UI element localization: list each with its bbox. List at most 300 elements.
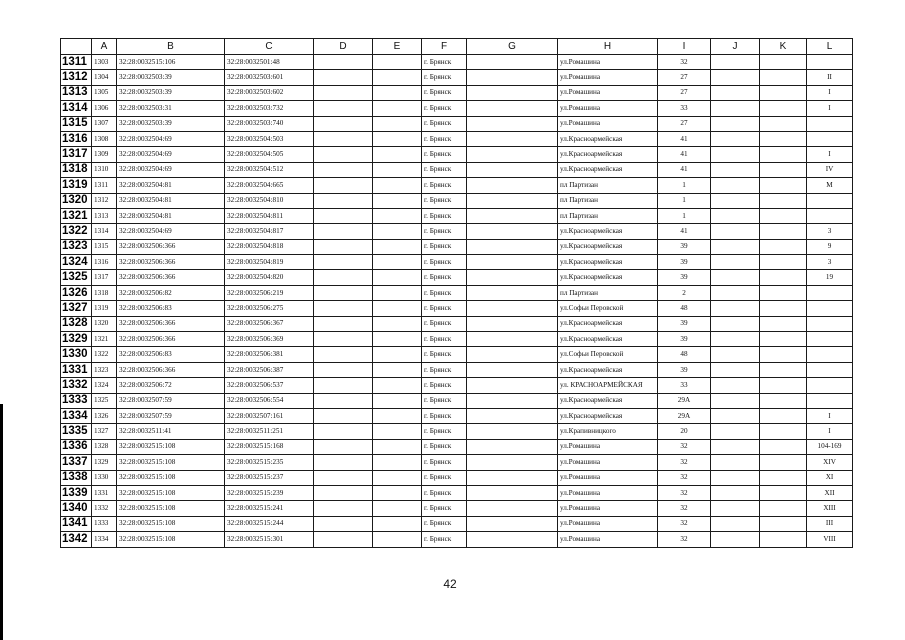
cell-f[interactable]: г. Брянск: [422, 485, 467, 500]
column-header-k[interactable]: K: [760, 39, 807, 55]
cell-i[interactable]: 39: [658, 239, 711, 254]
cell-i[interactable]: 41: [658, 131, 711, 146]
cell-g[interactable]: [467, 285, 558, 300]
cell-i[interactable]: 32: [658, 470, 711, 485]
cell-c[interactable]: 32:28:0032504:811: [225, 208, 314, 223]
cell-c[interactable]: 32:28:0032507:161: [225, 408, 314, 423]
cell-k[interactable]: [760, 70, 807, 85]
cell-d[interactable]: [314, 193, 373, 208]
row-number-cell[interactable]: 1326: [61, 285, 92, 300]
cell-i[interactable]: 39: [658, 332, 711, 347]
cell-g[interactable]: [467, 470, 558, 485]
cell-c[interactable]: 32:28:0032506:554: [225, 393, 314, 408]
cell-a[interactable]: 1320: [92, 316, 117, 331]
cell-j[interactable]: [711, 532, 760, 547]
cell-i[interactable]: 32: [658, 516, 711, 531]
cell-k[interactable]: [760, 455, 807, 470]
cell-l[interactable]: 104-169: [807, 439, 853, 454]
row-number-cell[interactable]: 1316: [61, 131, 92, 146]
cell-i[interactable]: 1: [658, 178, 711, 193]
column-header-a[interactable]: A: [92, 39, 117, 55]
cell-c[interactable]: 32:28:0032504:810: [225, 193, 314, 208]
cell-k[interactable]: [760, 532, 807, 547]
cell-e[interactable]: [373, 439, 422, 454]
cell-k[interactable]: [760, 501, 807, 516]
cell-k[interactable]: [760, 439, 807, 454]
cell-g[interactable]: [467, 301, 558, 316]
cell-c[interactable]: 32:28:0032504:819: [225, 255, 314, 270]
cell-l[interactable]: 3: [807, 224, 853, 239]
cell-k[interactable]: [760, 408, 807, 423]
cell-h[interactable]: ул.Ромашина: [558, 55, 658, 70]
cell-j[interactable]: [711, 116, 760, 131]
cell-c[interactable]: 32:28:0032503:740: [225, 116, 314, 131]
cell-b[interactable]: 32:28:0032506:366: [117, 362, 225, 377]
cell-g[interactable]: [467, 347, 558, 362]
cell-c[interactable]: 32:28:0032504:665: [225, 178, 314, 193]
cell-f[interactable]: г. Брянск: [422, 347, 467, 362]
cell-k[interactable]: [760, 147, 807, 162]
cell-j[interactable]: [711, 301, 760, 316]
cell-k[interactable]: [760, 162, 807, 177]
cell-f[interactable]: г. Брянск: [422, 332, 467, 347]
cell-c[interactable]: 32:28:0032504:503: [225, 131, 314, 146]
cell-d[interactable]: [314, 162, 373, 177]
cell-h[interactable]: ул.Ромашина: [558, 470, 658, 485]
cell-a[interactable]: 1329: [92, 455, 117, 470]
cell-d[interactable]: [314, 147, 373, 162]
row-number-cell[interactable]: 1340: [61, 501, 92, 516]
cell-b[interactable]: 32:28:0032506:366: [117, 239, 225, 254]
cell-k[interactable]: [760, 332, 807, 347]
cell-f[interactable]: г. Брянск: [422, 378, 467, 393]
row-number-cell[interactable]: 1337: [61, 455, 92, 470]
row-number-cell[interactable]: 1317: [61, 147, 92, 162]
row-number-cell[interactable]: 1324: [61, 255, 92, 270]
row-number-cell[interactable]: 1328: [61, 316, 92, 331]
cell-e[interactable]: [373, 224, 422, 239]
cell-f[interactable]: г. Брянск: [422, 408, 467, 423]
cell-e[interactable]: [373, 408, 422, 423]
cell-d[interactable]: [314, 255, 373, 270]
cell-b[interactable]: 32:28:0032503:39: [117, 116, 225, 131]
cell-l[interactable]: XI: [807, 470, 853, 485]
cell-e[interactable]: [373, 516, 422, 531]
cell-g[interactable]: [467, 70, 558, 85]
cell-d[interactable]: [314, 439, 373, 454]
cell-h[interactable]: ул.Ромашина: [558, 485, 658, 500]
cell-f[interactable]: г. Брянск: [422, 270, 467, 285]
column-header-l[interactable]: L: [807, 39, 853, 55]
column-header-e[interactable]: E: [373, 39, 422, 55]
cell-b[interactable]: 32:28:0032515:108: [117, 455, 225, 470]
cell-d[interactable]: [314, 316, 373, 331]
cell-f[interactable]: г. Брянск: [422, 470, 467, 485]
cell-f[interactable]: г. Брянск: [422, 424, 467, 439]
cell-a[interactable]: 1318: [92, 285, 117, 300]
cell-b[interactable]: 32:28:0032515:108: [117, 501, 225, 516]
cell-b[interactable]: 32:28:0032503:39: [117, 70, 225, 85]
cell-h[interactable]: ул.Красноармейская: [558, 408, 658, 423]
cell-e[interactable]: [373, 393, 422, 408]
cell-e[interactable]: [373, 101, 422, 116]
cell-e[interactable]: [373, 147, 422, 162]
row-number-cell[interactable]: 1332: [61, 378, 92, 393]
cell-j[interactable]: [711, 424, 760, 439]
cell-k[interactable]: [760, 393, 807, 408]
cell-a[interactable]: 1330: [92, 470, 117, 485]
cell-c[interactable]: 32:28:0032504:512: [225, 162, 314, 177]
cell-d[interactable]: [314, 301, 373, 316]
cell-h[interactable]: ул.Красноармейская: [558, 224, 658, 239]
cell-l[interactable]: [807, 393, 853, 408]
cell-b[interactable]: 32:28:0032506:83: [117, 347, 225, 362]
cell-h[interactable]: ул.Ромашина: [558, 439, 658, 454]
cell-h[interactable]: ул.Ромашина: [558, 516, 658, 531]
cell-k[interactable]: [760, 131, 807, 146]
cell-c[interactable]: 32:28:0032515:237: [225, 470, 314, 485]
cell-i[interactable]: 32: [658, 485, 711, 500]
cell-f[interactable]: г. Брянск: [422, 255, 467, 270]
cell-g[interactable]: [467, 193, 558, 208]
cell-b[interactable]: 32:28:0032504:69: [117, 224, 225, 239]
column-header-i[interactable]: I: [658, 39, 711, 55]
column-header-b[interactable]: B: [117, 39, 225, 55]
cell-c[interactable]: 32:28:0032504:505: [225, 147, 314, 162]
cell-f[interactable]: г. Брянск: [422, 393, 467, 408]
cell-b[interactable]: 32:28:0032515:108: [117, 439, 225, 454]
cell-a[interactable]: 1316: [92, 255, 117, 270]
cell-a[interactable]: 1328: [92, 439, 117, 454]
cell-d[interactable]: [314, 532, 373, 547]
row-number-cell[interactable]: 1315: [61, 116, 92, 131]
cell-d[interactable]: [314, 85, 373, 100]
cell-l[interactable]: I: [807, 424, 853, 439]
cell-f[interactable]: г. Брянск: [422, 193, 467, 208]
cell-e[interactable]: [373, 255, 422, 270]
cell-d[interactable]: [314, 455, 373, 470]
cell-i[interactable]: 32: [658, 439, 711, 454]
cell-d[interactable]: [314, 101, 373, 116]
row-number-cell[interactable]: 1338: [61, 470, 92, 485]
cell-f[interactable]: г. Брянск: [422, 362, 467, 377]
cell-h[interactable]: ул.Ромашина: [558, 501, 658, 516]
cell-i[interactable]: 41: [658, 162, 711, 177]
cell-d[interactable]: [314, 501, 373, 516]
row-number-cell[interactable]: 1335: [61, 424, 92, 439]
cell-l[interactable]: XII: [807, 485, 853, 500]
cell-f[interactable]: г. Брянск: [422, 239, 467, 254]
cell-g[interactable]: [467, 131, 558, 146]
cell-c[interactable]: 32:28:0032503:601: [225, 70, 314, 85]
cell-i[interactable]: 32: [658, 501, 711, 516]
cell-i[interactable]: 33: [658, 378, 711, 393]
cell-l[interactable]: [807, 316, 853, 331]
cell-a[interactable]: 1319: [92, 301, 117, 316]
cell-k[interactable]: [760, 316, 807, 331]
cell-h[interactable]: ул.Красноармейская: [558, 362, 658, 377]
cell-d[interactable]: [314, 332, 373, 347]
cell-l[interactable]: 9: [807, 239, 853, 254]
cell-i[interactable]: 39: [658, 255, 711, 270]
row-number-cell[interactable]: 1311: [61, 55, 92, 70]
cell-d[interactable]: [314, 224, 373, 239]
cell-c[interactable]: 32:28:0032506:369: [225, 332, 314, 347]
cell-i[interactable]: 39: [658, 316, 711, 331]
cell-a[interactable]: 1331: [92, 485, 117, 500]
cell-b[interactable]: 32:28:0032504:81: [117, 208, 225, 223]
cell-d[interactable]: [314, 408, 373, 423]
cell-l[interactable]: [807, 208, 853, 223]
row-number-cell[interactable]: 1339: [61, 485, 92, 500]
cell-c[interactable]: 32:28:0032515:239: [225, 485, 314, 500]
cell-c[interactable]: 32:28:0032503:602: [225, 85, 314, 100]
cell-a[interactable]: 1325: [92, 393, 117, 408]
cell-i[interactable]: 41: [658, 224, 711, 239]
cell-e[interactable]: [373, 162, 422, 177]
cell-f[interactable]: г. Брянск: [422, 501, 467, 516]
cell-l[interactable]: VIII: [807, 532, 853, 547]
cell-b[interactable]: 32:28:0032507:59: [117, 408, 225, 423]
cell-a[interactable]: 1332: [92, 501, 117, 516]
cell-c[interactable]: 32:28:0032506:219: [225, 285, 314, 300]
cell-i[interactable]: 39: [658, 270, 711, 285]
cell-g[interactable]: [467, 147, 558, 162]
column-header-j[interactable]: J: [711, 39, 760, 55]
cell-l[interactable]: I: [807, 101, 853, 116]
cell-i[interactable]: 27: [658, 116, 711, 131]
cell-h[interactable]: ул.Красноармейская: [558, 131, 658, 146]
cell-a[interactable]: 1317: [92, 270, 117, 285]
cell-j[interactable]: [711, 224, 760, 239]
cell-f[interactable]: г. Брянск: [422, 162, 467, 177]
cell-e[interactable]: [373, 208, 422, 223]
cell-h[interactable]: ул.Ромашина: [558, 532, 658, 547]
cell-f[interactable]: г. Брянск: [422, 70, 467, 85]
cell-a[interactable]: 1327: [92, 424, 117, 439]
cell-l[interactable]: XIII: [807, 501, 853, 516]
cell-h[interactable]: пл Партизан: [558, 285, 658, 300]
row-number-cell[interactable]: 1312: [61, 70, 92, 85]
cell-d[interactable]: [314, 516, 373, 531]
cell-c[interactable]: 32:28:0032506:537: [225, 378, 314, 393]
cell-j[interactable]: [711, 270, 760, 285]
cell-f[interactable]: г. Брянск: [422, 85, 467, 100]
cell-k[interactable]: [760, 516, 807, 531]
cell-b[interactable]: 32:28:0032506:366: [117, 316, 225, 331]
cell-i[interactable]: 39: [658, 362, 711, 377]
cell-c[interactable]: 32:28:0032503:732: [225, 101, 314, 116]
cell-i[interactable]: 1: [658, 208, 711, 223]
cell-d[interactable]: [314, 485, 373, 500]
cell-e[interactable]: [373, 131, 422, 146]
cell-e[interactable]: [373, 270, 422, 285]
cell-g[interactable]: [467, 408, 558, 423]
cell-g[interactable]: [467, 270, 558, 285]
cell-k[interactable]: [760, 224, 807, 239]
cell-i[interactable]: 20: [658, 424, 711, 439]
cell-f[interactable]: г. Брянск: [422, 55, 467, 70]
cell-b[interactable]: 32:28:0032506:83: [117, 301, 225, 316]
cell-a[interactable]: 1306: [92, 101, 117, 116]
cell-e[interactable]: [373, 301, 422, 316]
cell-a[interactable]: 1334: [92, 532, 117, 547]
cell-f[interactable]: г. Брянск: [422, 316, 467, 331]
cell-l[interactable]: [807, 301, 853, 316]
row-number-cell[interactable]: 1313: [61, 85, 92, 100]
column-header-f[interactable]: F: [422, 39, 467, 55]
column-header-d[interactable]: D: [314, 39, 373, 55]
cell-b[interactable]: 32:28:0032506:72: [117, 378, 225, 393]
cell-e[interactable]: [373, 55, 422, 70]
cell-k[interactable]: [760, 378, 807, 393]
cell-f[interactable]: г. Брянск: [422, 116, 467, 131]
cell-b[interactable]: 32:28:0032506:82: [117, 285, 225, 300]
cell-i[interactable]: 32: [658, 532, 711, 547]
cell-b[interactable]: 32:28:0032511:41: [117, 424, 225, 439]
cell-l[interactable]: [807, 332, 853, 347]
cell-e[interactable]: [373, 239, 422, 254]
cell-f[interactable]: г. Брянск: [422, 516, 467, 531]
cell-b[interactable]: 32:28:0032504:81: [117, 193, 225, 208]
cell-g[interactable]: [467, 532, 558, 547]
cell-l[interactable]: [807, 55, 853, 70]
cell-i[interactable]: 32: [658, 455, 711, 470]
cell-k[interactable]: [760, 116, 807, 131]
cell-g[interactable]: [467, 116, 558, 131]
cell-g[interactable]: [467, 239, 558, 254]
row-number-cell[interactable]: 1318: [61, 162, 92, 177]
cell-a[interactable]: 1309: [92, 147, 117, 162]
cell-i[interactable]: 29А: [658, 393, 711, 408]
cell-j[interactable]: [711, 178, 760, 193]
row-number-cell[interactable]: 1323: [61, 239, 92, 254]
cell-k[interactable]: [760, 85, 807, 100]
column-header-h[interactable]: H: [558, 39, 658, 55]
cell-j[interactable]: [711, 101, 760, 116]
cell-e[interactable]: [373, 501, 422, 516]
row-number-cell[interactable]: 1314: [61, 101, 92, 116]
cell-j[interactable]: [711, 347, 760, 362]
cell-i[interactable]: 41: [658, 147, 711, 162]
cell-j[interactable]: [711, 516, 760, 531]
cell-f[interactable]: г. Брянск: [422, 532, 467, 547]
cell-d[interactable]: [314, 424, 373, 439]
cell-d[interactable]: [314, 131, 373, 146]
cell-i[interactable]: 27: [658, 70, 711, 85]
cell-b[interactable]: 32:28:0032515:106: [117, 55, 225, 70]
cell-d[interactable]: [314, 70, 373, 85]
cell-a[interactable]: 1326: [92, 408, 117, 423]
row-number-cell[interactable]: 1319: [61, 178, 92, 193]
cell-g[interactable]: [467, 378, 558, 393]
cell-c[interactable]: 32:28:0032515:241: [225, 501, 314, 516]
cell-e[interactable]: [373, 85, 422, 100]
cell-a[interactable]: 1314: [92, 224, 117, 239]
cell-c[interactable]: 32:28:0032506:381: [225, 347, 314, 362]
cell-f[interactable]: г. Брянск: [422, 224, 467, 239]
cell-k[interactable]: [760, 239, 807, 254]
cell-j[interactable]: [711, 70, 760, 85]
cell-g[interactable]: [467, 485, 558, 500]
cell-g[interactable]: [467, 224, 558, 239]
cell-l[interactable]: I: [807, 85, 853, 100]
corner-header-cell[interactable]: [61, 39, 92, 55]
cell-g[interactable]: [467, 362, 558, 377]
cell-l[interactable]: [807, 285, 853, 300]
cell-h[interactable]: ул.Красноармейская: [558, 316, 658, 331]
row-number-cell[interactable]: 1322: [61, 224, 92, 239]
cell-j[interactable]: [711, 316, 760, 331]
row-number-cell[interactable]: 1330: [61, 347, 92, 362]
cell-j[interactable]: [711, 455, 760, 470]
cell-j[interactable]: [711, 470, 760, 485]
cell-c[interactable]: 32:28:0032515:244: [225, 516, 314, 531]
cell-j[interactable]: [711, 85, 760, 100]
cell-k[interactable]: [760, 301, 807, 316]
cell-b[interactable]: 32:28:0032504:81: [117, 178, 225, 193]
cell-e[interactable]: [373, 316, 422, 331]
cell-e[interactable]: [373, 116, 422, 131]
cell-e[interactable]: [373, 332, 422, 347]
cell-h[interactable]: ул.Красноармейская: [558, 255, 658, 270]
cell-j[interactable]: [711, 147, 760, 162]
cell-l[interactable]: III: [807, 516, 853, 531]
cell-f[interactable]: г. Брянск: [422, 455, 467, 470]
cell-h[interactable]: ул.Ромашина: [558, 116, 658, 131]
cell-d[interactable]: [314, 208, 373, 223]
cell-a[interactable]: 1312: [92, 193, 117, 208]
cell-k[interactable]: [760, 347, 807, 362]
cell-h[interactable]: пл Партизан: [558, 208, 658, 223]
cell-j[interactable]: [711, 439, 760, 454]
cell-j[interactable]: [711, 408, 760, 423]
cell-d[interactable]: [314, 378, 373, 393]
cell-i[interactable]: 2: [658, 285, 711, 300]
cell-j[interactable]: [711, 162, 760, 177]
cell-c[interactable]: 32:28:0032506:367: [225, 316, 314, 331]
cell-l[interactable]: М: [807, 178, 853, 193]
cell-h[interactable]: ул.Красноармейская: [558, 270, 658, 285]
row-number-cell[interactable]: 1320: [61, 193, 92, 208]
cell-g[interactable]: [467, 439, 558, 454]
cell-j[interactable]: [711, 501, 760, 516]
cell-k[interactable]: [760, 424, 807, 439]
cell-h[interactable]: ул.Красноармейская: [558, 239, 658, 254]
cell-j[interactable]: [711, 239, 760, 254]
cell-e[interactable]: [373, 178, 422, 193]
cell-e[interactable]: [373, 347, 422, 362]
cell-l[interactable]: [807, 131, 853, 146]
cell-l[interactable]: I: [807, 147, 853, 162]
cell-f[interactable]: г. Брянск: [422, 101, 467, 116]
cell-a[interactable]: 1323: [92, 362, 117, 377]
cell-l[interactable]: [807, 347, 853, 362]
cell-d[interactable]: [314, 116, 373, 131]
cell-i[interactable]: 32: [658, 55, 711, 70]
cell-a[interactable]: 1321: [92, 332, 117, 347]
cell-d[interactable]: [314, 178, 373, 193]
cell-j[interactable]: [711, 255, 760, 270]
row-number-cell[interactable]: 1327: [61, 301, 92, 316]
row-number-cell[interactable]: 1334: [61, 408, 92, 423]
cell-a[interactable]: 1333: [92, 516, 117, 531]
cell-h[interactable]: ул.Ромашина: [558, 455, 658, 470]
cell-b[interactable]: 32:28:0032506:366: [117, 270, 225, 285]
column-header-g[interactable]: G: [467, 39, 558, 55]
cell-a[interactable]: 1310: [92, 162, 117, 177]
cell-j[interactable]: [711, 362, 760, 377]
